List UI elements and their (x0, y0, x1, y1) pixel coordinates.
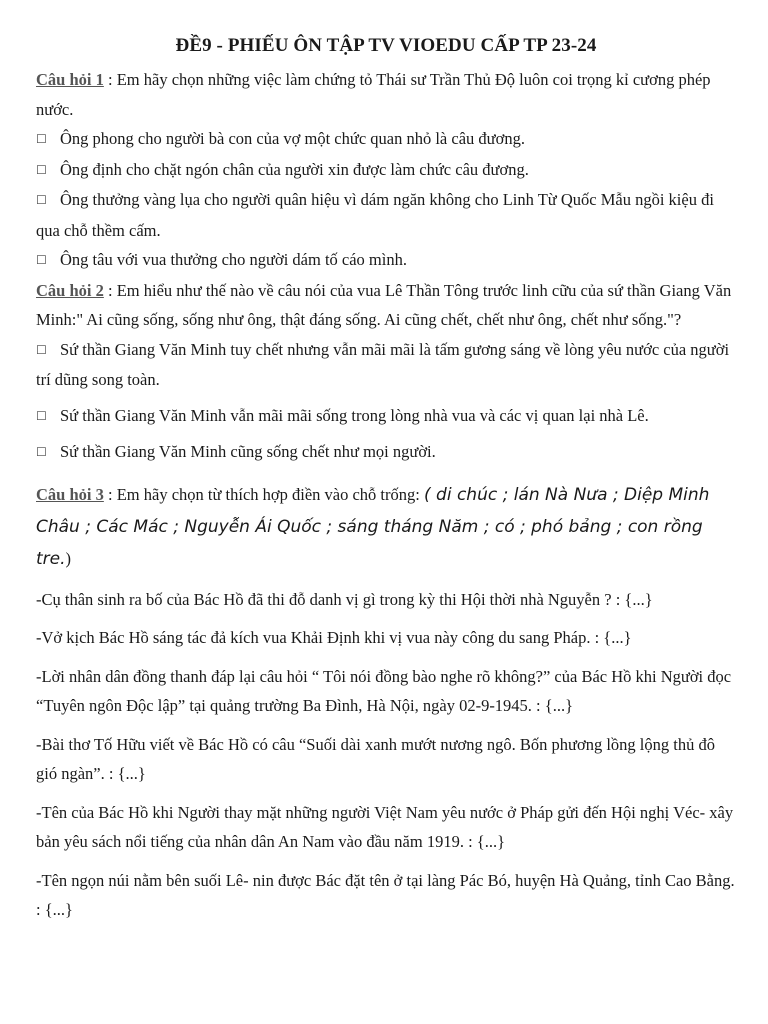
option-text: Sứ thần Giang Văn Minh tuy chết nhưng vẫn mãi mãi là tấm gương sáng về lòng yêu nước của người trí dũng song toàn. (36, 339, 730, 389)
checkbox-icon[interactable]: ☐ (36, 445, 47, 459)
question-3: Câu hỏi 3 : Em hãy chọn từ thích hợp điền vào chỗ trống: ( di chúc ; lán Nà Nưa ; Diệp Minh Châu ; Các Mác ; Nguyễn Ái Quốc ; sáng tháng Năm ; có ; phó bảng ; con rồng tre.) (36, 484, 710, 569)
checkbox-icon[interactable]: ☐ (36, 162, 47, 177)
option-text: Ông tâu với vua thưởng cho người dám tố cáo mình. (60, 250, 407, 269)
question-1: Câu hỏi 1 : Em hãy chọn những việc làm chứng tỏ Thái sư Trần Thủ Độ luôn coi trọng kỉ cương phép nước. (36, 70, 711, 119)
option-text: Sứ thần Giang Văn Minh vẫn mãi mãi sống trong lòng nhà vua và các vị quan lại nhà Lê. (60, 405, 649, 425)
question-label: Câu hỏi 3 (36, 484, 104, 504)
fill-item: -Cụ thân sinh ra bố của Bác Hồ đã thi đỗ danh vị gì trong kỳ thi Hội thời nhà Nguyễn ? : {...} (36, 589, 653, 609)
option-item[interactable] (36, 437, 736, 468)
checkbox-icon[interactable]: ☐ (36, 193, 47, 207)
fill-item: -Tên ngọn núi nằm bên suối Lê- nin được Bác đặt tên ở tại làng Pác Bó, huyện Hà Quảng, tỉnh Cao Bằng. : {...} (36, 870, 735, 919)
word-bank: ( di chúc ; lán Nà Nưa ; Diệp Minh Châu ; Các Mác ; Nguyễn Ái Quốc ; sáng tháng Năm ; có ; phó bảng ; con rồng tre. (36, 484, 710, 569)
option-item[interactable] (36, 335, 736, 395)
question-text: Em hãy chọn những việc làm chứng tỏ Thái sư Trần Thủ Độ luôn coi trọng kỉ cương phép nước. (36, 70, 711, 119)
option-item[interactable] (36, 155, 736, 186)
option-text: Ông thưởng vàng lụa cho người quân hiệu vì dám ngăn không cho Linh Từ Quốc Mẫu ngồi kiệu đi qua chỗ thềm cấm. (36, 190, 714, 240)
fill-item: -Vở kịch Bác Hồ sáng tác đả kích vua Khải Định khi vị vua này công du sang Pháp. : {...} (36, 628, 632, 647)
option-item[interactable] (36, 185, 736, 245)
fill-item: -Bài thơ Tố Hữu viết về Bác Hồ có câu “Suối dài xanh mướt nương ngô. Bốn phương lồng lộng thủ đô gió ngàn”. : {...} (36, 734, 715, 783)
checkbox-icon[interactable]: ☐ (36, 342, 47, 357)
checkbox-icon[interactable]: ☐ (36, 408, 47, 423)
question-2: Câu hỏi 2 : Em hiểu như thế nào về câu nói của vua Lê Thần Tông trước linh cữu của sứ thần Giang Văn Minh:" Ai cũng sống, sống như ông, thật đáng sống. Ai cũng chết, chết như ông, chết như sống."? (36, 280, 732, 329)
word-bank-words: di chúc ; lán Nà Nưa ; Diệp Minh Châu ; Các Mác ; Nguyễn Ái Quốc ; sáng tháng Năm ; có ; phó bảng ; con rồng tre. (36, 484, 710, 569)
page-title: ĐỀ9 - PHIẾU ÔN TẬP TV VIOEDU CẤP TP 23-24 (175, 35, 597, 56)
question-label: Câu hỏi 1 (36, 70, 104, 89)
question-text: Em hãy chọn từ thích hợp điền vào chỗ trống: (116, 484, 424, 504)
option-item[interactable] (36, 401, 736, 432)
checkbox-icon[interactable]: ☐ (36, 253, 47, 267)
option-item[interactable] (36, 124, 736, 155)
option-item[interactable] (36, 245, 736, 276)
option-text: Sứ thần Giang Văn Minh cũng sống chết như mọi người. (60, 442, 436, 461)
fill-item: -Tên của Bác Hồ khi Người thay mặt những người Việt Nam yêu nước ở Pháp gửi đến Hội nghị Véc- xây bản yêu sách nổi tiếng của nhân dân An Nam vào đầu năm 1919. : {...} (36, 802, 734, 851)
option-text: Ông định cho chặt ngón chân của người xin được làm chức câu đương. (60, 159, 529, 179)
fill-item: -Lời nhân dân đồng thanh đáp lại câu hỏi “ Tôi nói đồng bào nghe rõ không?” của Bác Hồ khi Người đọc “Tuyên ngôn Độc lập” tại quảng trường Ba Đình, Hà Nội, ngày 02-9-1945. : {...} (36, 666, 732, 715)
question-label: Câu hỏi 2 (36, 280, 104, 300)
option-text: Ông phong cho người bà con của vợ một chức quan nhỏ là câu đương. (60, 129, 525, 148)
checkbox-icon[interactable]: ☐ (36, 132, 47, 146)
question-text: Em hiểu như thế nào về câu nói của vua Lê Thần Tông trước linh cữu của sứ thần Giang Văn Minh:" Ai cũng sống, sống như ông, thật đáng sống. Ai cũng chết, chết như ông, chết như sống."? (36, 280, 732, 329)
